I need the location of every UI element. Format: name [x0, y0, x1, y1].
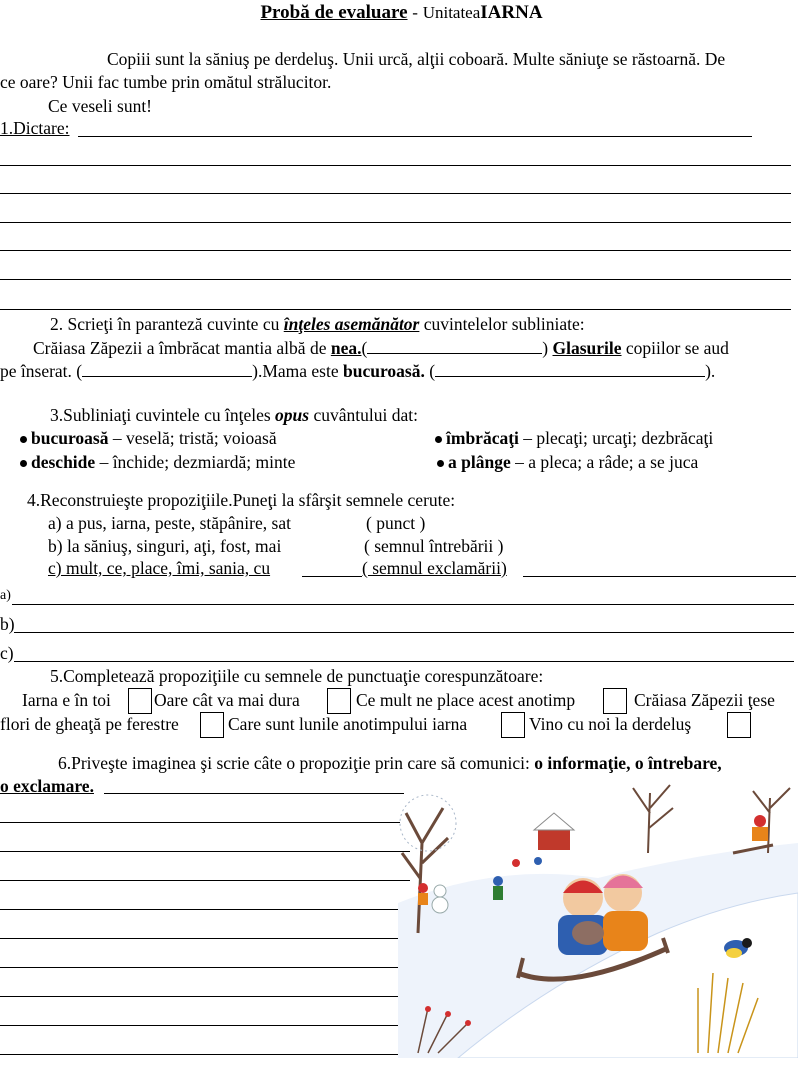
q2-text: copiilor se aud: [625, 338, 729, 358]
title-unit-name: IARNA: [480, 2, 543, 23]
q3-instruction-post: cuvântului dat:: [313, 405, 418, 425]
punctuation-box[interactable]: [128, 688, 152, 714]
q2-word-glasurile: Glasurile: [552, 338, 622, 358]
bullet-icon: [437, 460, 444, 467]
tree-snow-icon: [400, 795, 456, 851]
q4-item-hint: ( punct ): [366, 513, 426, 533]
q2-text: ).: [705, 361, 716, 381]
berry-icon: [445, 1011, 451, 1017]
q3-item[interactable]: [435, 428, 713, 449]
q4-answer-line[interactable]: [12, 604, 794, 605]
page-title: [0, 2, 803, 25]
child-icon: [418, 893, 428, 905]
q6-answer-line[interactable]: [0, 996, 435, 997]
q2-word-nea: nea.: [330, 338, 362, 358]
q1-label-text: 1.Dictare:: [0, 118, 70, 138]
q5-instruction: 5.Completează propoziţiile cu semnele de punctuaţie corespunzătoare:: [50, 666, 544, 686]
child-icon: [493, 886, 503, 900]
punctuation-box[interactable]: [501, 712, 525, 738]
q4-item-hint: ( semnul exclamării): [362, 558, 507, 578]
q2-line-2: [0, 361, 715, 382]
house-icon: [534, 813, 574, 850]
q2-text: Crăiasa Zăpezii a îmbrăcat mantia albă de: [33, 338, 327, 358]
q6-instruction-emph: o informaţie, o întrebare,: [534, 753, 722, 773]
child-icon: [534, 857, 542, 865]
child-icon: [752, 827, 768, 841]
q3-item-options[interactable]: – veselă; tristă; voioasă: [112, 428, 277, 448]
intro-line-3: Ce veseli sunt!: [48, 96, 153, 116]
berry-icon: [465, 1020, 471, 1026]
q4-answer-line[interactable]: [14, 661, 794, 662]
child-icon: [418, 883, 428, 893]
q3-item-word: bucuroasă: [31, 428, 109, 448]
q1-answer-line[interactable]: [78, 136, 752, 137]
bullet-icon: [20, 460, 27, 467]
q2-instruction-emph: înţeles asemănător: [283, 314, 420, 334]
q6-instruction-pre: 6.Priveşte imaginea şi scrie câte o propoziţie prin care să comunici:: [58, 753, 530, 773]
q2-instruction-post: cuvintelelor subliniate:: [423, 314, 585, 334]
q1-answer-line[interactable]: [0, 309, 791, 310]
q2-text: ).Mama este: [252, 361, 339, 381]
q1-answer-line[interactable]: [0, 193, 791, 194]
q4-answer-label: c): [0, 643, 14, 663]
q4-item-hint: ( semnul întrebării ): [364, 536, 504, 556]
bullet-icon: [20, 436, 27, 443]
q3-item-word: deschide: [31, 452, 96, 472]
q3-item[interactable]: [20, 452, 295, 473]
q4-underline: [302, 576, 362, 577]
q3-instruction-emph: opus: [275, 405, 310, 425]
q4-answer-label: b): [0, 614, 15, 634]
q3-item[interactable]: [437, 452, 698, 473]
punctuation-box[interactable]: [603, 688, 627, 714]
q4-underline: [523, 576, 796, 577]
title-main: Probă de evaluare: [260, 2, 408, 23]
q6-answer-line[interactable]: [104, 793, 404, 794]
q5-sentence: Vino cu noi la derdeluş: [529, 714, 692, 734]
q5-sentence: Oare cât va mai dura: [154, 690, 300, 710]
q1-answer-line[interactable]: [0, 250, 791, 251]
q4-answer-line[interactable]: [14, 632, 794, 633]
q2-line-1: [33, 338, 729, 359]
q5-sentence: Care sunt lunile anotimpului iarna: [228, 714, 468, 734]
q2-paren: ): [542, 338, 549, 358]
q2-text: pe înserat. (: [0, 361, 83, 381]
q6-answer-line[interactable]: [0, 880, 410, 881]
q6-answer-line[interactable]: [0, 822, 400, 823]
q6-answer-line[interactable]: [0, 967, 430, 968]
q6-instruction: [58, 753, 722, 774]
winter-sledding-illustration: [398, 783, 798, 1058]
q3-item-options[interactable]: – plecaţi; urcaţi; dezbrăcaţi: [523, 428, 714, 448]
q5-sentence: Crăiasa Zăpezii ţese: [634, 690, 775, 710]
bare-tree-icon: [633, 785, 790, 853]
q1-answer-line[interactable]: [0, 279, 791, 280]
q3-item-options[interactable]: – a pleca; a râde; a se juca: [515, 452, 699, 472]
q2-text: (: [429, 361, 436, 381]
q3-instruction-pre: 3.Subliniaţi cuvintele cu înţeles: [50, 405, 271, 425]
q3-item-options[interactable]: – închide; dezmiardă; minte: [99, 452, 296, 472]
punctuation-box[interactable]: [327, 688, 351, 714]
q6-answer-line[interactable]: [0, 909, 415, 910]
snowman-icon: [432, 897, 448, 913]
punctuation-box[interactable]: [200, 712, 224, 738]
q6-answer-line[interactable]: [0, 1025, 440, 1026]
q5-sentence: Iarna e în toi: [22, 690, 111, 710]
q6-instruction-emph: o exclamare.: [0, 776, 94, 796]
q2-word-bucuroasa: bucuroasă.: [343, 361, 425, 381]
q6-answer-line[interactable]: [0, 1054, 445, 1055]
title-unit-label: Unitatea: [422, 3, 481, 22]
intro-line-2: ce oare? Unii fac tumbe prin omătul strălucitor.: [0, 72, 332, 92]
title-separator: -: [412, 3, 418, 22]
q4-item-text: c) mult, ce, place, îmi, sania, cu: [48, 558, 271, 578]
q4-item-text: b) la săniuş, singuri, aţi, fost, mai: [48, 536, 282, 556]
q3-instruction: [50, 405, 418, 426]
punctuation-box[interactable]: [727, 712, 751, 738]
q2-instruction-pre: 2. Scrieţi în paranteză cuvinte cu: [50, 314, 280, 334]
q5-sentence: flori de gheaţă pe ferestre: [0, 714, 179, 734]
q5-sentence: Ce mult ne place acest anotimp: [356, 690, 576, 710]
q3-item-word: a plânge: [448, 452, 511, 472]
bullet-icon: [435, 436, 442, 443]
q1-answer-line[interactable]: [0, 165, 791, 166]
q1-answer-line[interactable]: [0, 222, 791, 223]
child-icon: [493, 876, 503, 886]
q2-answer-blank-1[interactable]: [367, 339, 542, 354]
q3-item[interactable]: [20, 428, 277, 449]
q1-label: [0, 118, 69, 139]
child-icon: [512, 859, 520, 867]
snowman-icon: [434, 885, 446, 897]
q3-item-word: îmbrăcaţi: [446, 428, 519, 448]
q2-instruction: [50, 314, 585, 335]
q2-answer-blank-2[interactable]: [82, 362, 252, 377]
q2-paren: (: [361, 338, 368, 358]
q6-answer-line[interactable]: [0, 938, 425, 939]
child-icon: [754, 815, 766, 827]
q6-answer-line[interactable]: [0, 851, 410, 852]
q4-answer-label: a): [0, 588, 11, 603]
q4-instruction: 4.Reconstruieşte propoziţiile.Puneţi la sfârşit semnele cerute:: [27, 490, 456, 510]
berry-icon: [425, 1006, 431, 1012]
q2-answer-blank-3[interactable]: [435, 362, 705, 377]
intro-line-1: Copiii sunt la săniuş pe derdeluş. Unii urcă, alţii coboară. Multe săniuţe se răstoarnă. De: [107, 49, 726, 69]
q4-item-text: a) a pus, iarna, peste, stăpânire, sat: [48, 513, 291, 533]
q6-instruction-cont: [0, 776, 94, 797]
